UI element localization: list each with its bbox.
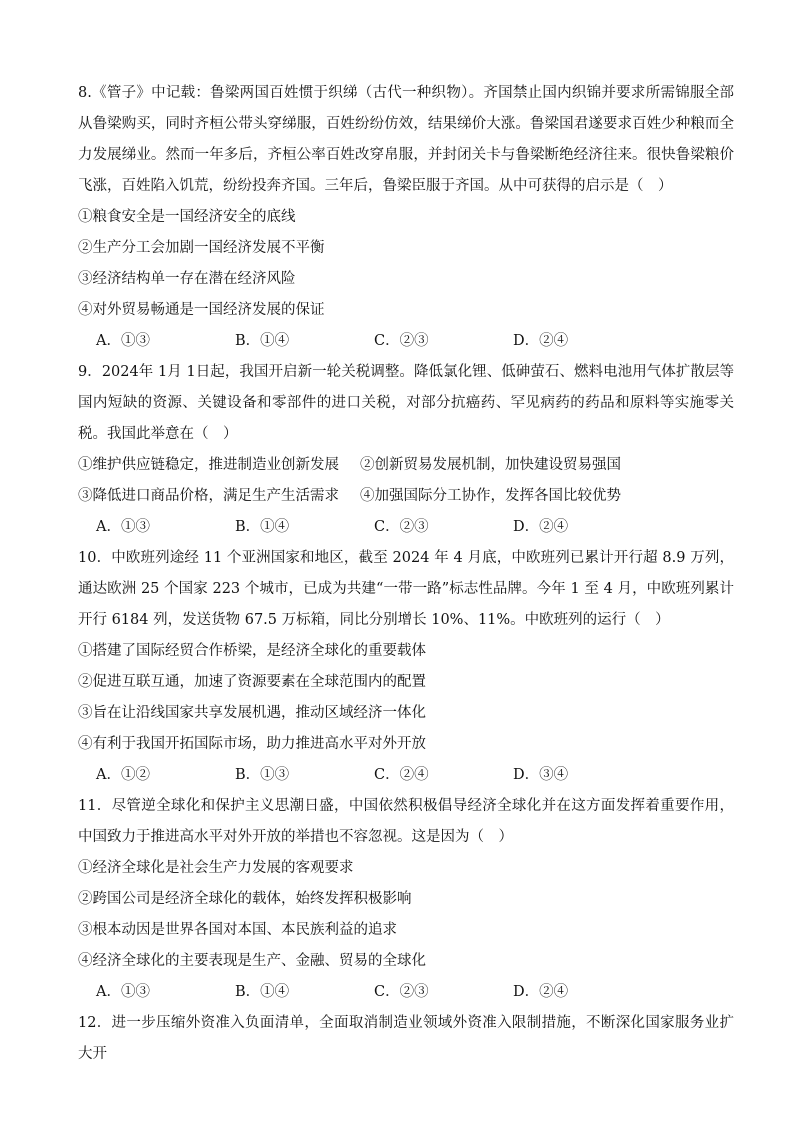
choice-b[interactable]: B．①③ (235, 767, 290, 783)
choice-d[interactable]: D．②④ (513, 984, 569, 1000)
question-11 (78, 791, 734, 1008)
statement-1: ①维护供应链稳定，推进制造业创新发展 (78, 457, 339, 473)
question-10 (78, 543, 734, 791)
choice-a[interactable]: A．①③ (96, 519, 150, 535)
question-stem: 9．2024年 1月 1日起，我国开启新一轮关税调整。降低氯化锂、低砷萤石、燃料电池用气体扩散层等国内短缺的资源、关键设备和零部件的进口关税，对部分抗癌药、罕见病药的药品和原料等实施零关税。我国此举意在（ ） (78, 364, 734, 442)
answer-choices (78, 512, 734, 543)
choice-c[interactable]: C．②③ (374, 984, 429, 1000)
statement-3: ③根本动因是世界各国对本国、本民族利益的追求 (78, 922, 397, 938)
question-stem: 11．尽管逆全球化和保护主义思潮日盛，中国依然积极倡导经济全球化并在这方面发挥着重要作用，中国致力于推进高水平对外开放的举措也不容忽视。这是因为（ ） (78, 798, 734, 845)
question-12 (78, 1008, 734, 1070)
question-stem: 12．进一步压缩外资准入负面清单，全面取消制造业领域外资准入限制措施，不断深化国家服务业扩大开 (78, 1015, 734, 1062)
statement-row (78, 450, 734, 481)
choice-c[interactable]: C．②③ (374, 333, 429, 349)
question-stem: 8.《管子》中记载：鲁梁两国百姓惯于织绨（古代一种织物）。齐国禁止国内织锦并要求所需锦服全部从鲁梁购买，同时齐桓公带头穿绨服，百姓纷纷仿效，结果绨价大涨。鲁梁国君遂要求百姓少种粮而全力发展绨业。然而一年多后，齐桓公率百姓改穿帛服，并封闭关卡与鲁梁断绝经济往来。很快鲁梁粮价飞涨，百姓陷入饥荒，纷纷投奔齐国。三年后，鲁梁臣服于齐国。从中可获得的启示是（ ） (78, 85, 734, 194)
choice-a[interactable]: A．①③ (96, 984, 150, 1000)
answer-choices (78, 977, 734, 1008)
statement-1: ①粮食安全是一国经济安全的底线 (78, 209, 296, 225)
statement-2: ②跨国公司是经济全球化的载体，始终发挥积极影响 (78, 891, 412, 907)
choice-d[interactable]: D．③④ (513, 767, 569, 783)
question-9 (78, 357, 734, 543)
statement-1: ①搭建了国际经贸合作桥梁，是经济全球化的重要载体 (78, 643, 426, 659)
choice-c[interactable]: C．②③ (374, 519, 429, 535)
statement-4: ④有利于我国开拓国际市场，助力推进高水平对外开放 (78, 736, 426, 752)
statement-row (78, 481, 734, 512)
choice-a[interactable]: A．①③ (96, 333, 150, 349)
statement-2: ②生产分工会加剧一国经济发展不平衡 (78, 240, 325, 256)
question-stem: 10．中欧班列途经 11 个亚洲国家和地区，截至 2024 年 4 月底，中欧班列已累计开行超 8.9 万列，通达欧洲 25 个国家 223 个城市，已成为共建“一带一路”标志性品牌。今年 1 至 4 月，中欧班列累计开行 6184 列，发送货物 67.5 万标箱，同比分别增长 10%、11%。中欧班列的运行（ ） (78, 550, 734, 628)
choice-a[interactable]: A．①② (96, 767, 150, 783)
choice-b[interactable]: B．①④ (235, 984, 290, 1000)
statement-3: ③旨在让沿线国家共享发展机遇，推动区域经济一体化 (78, 705, 426, 721)
choice-b[interactable]: B．①④ (235, 519, 290, 535)
statement-3: ③降低进口商品价格，满足生产生活需求 (78, 488, 339, 504)
statement-1: ①经济全球化是社会生产力发展的客观要求 (78, 860, 354, 876)
choice-d[interactable]: D．②④ (513, 333, 569, 349)
answer-choices (78, 760, 734, 791)
choice-d[interactable]: D．②④ (513, 519, 569, 535)
choice-b[interactable]: B．①④ (235, 333, 290, 349)
statement-4: ④对外贸易畅通是一国经济发展的保证 (78, 302, 325, 318)
statement-3: ③经济结构单一存在潜在经济风险 (78, 271, 296, 287)
question-8 (78, 78, 734, 357)
statement-4: ④经济全球化的主要表现是生产、金融、贸易的全球化 (78, 953, 426, 969)
statement-4: ④加强国际分工协作，发挥各国比较优势 (360, 488, 621, 504)
choice-c[interactable]: C．②④ (374, 767, 429, 783)
statement-2: ②促进互联互通，加速了资源要素在全球范围内的配置 (78, 674, 426, 690)
statement-2: ②创新贸易发展机制，加快建设贸易强国 (360, 457, 621, 473)
answer-choices (78, 326, 734, 357)
